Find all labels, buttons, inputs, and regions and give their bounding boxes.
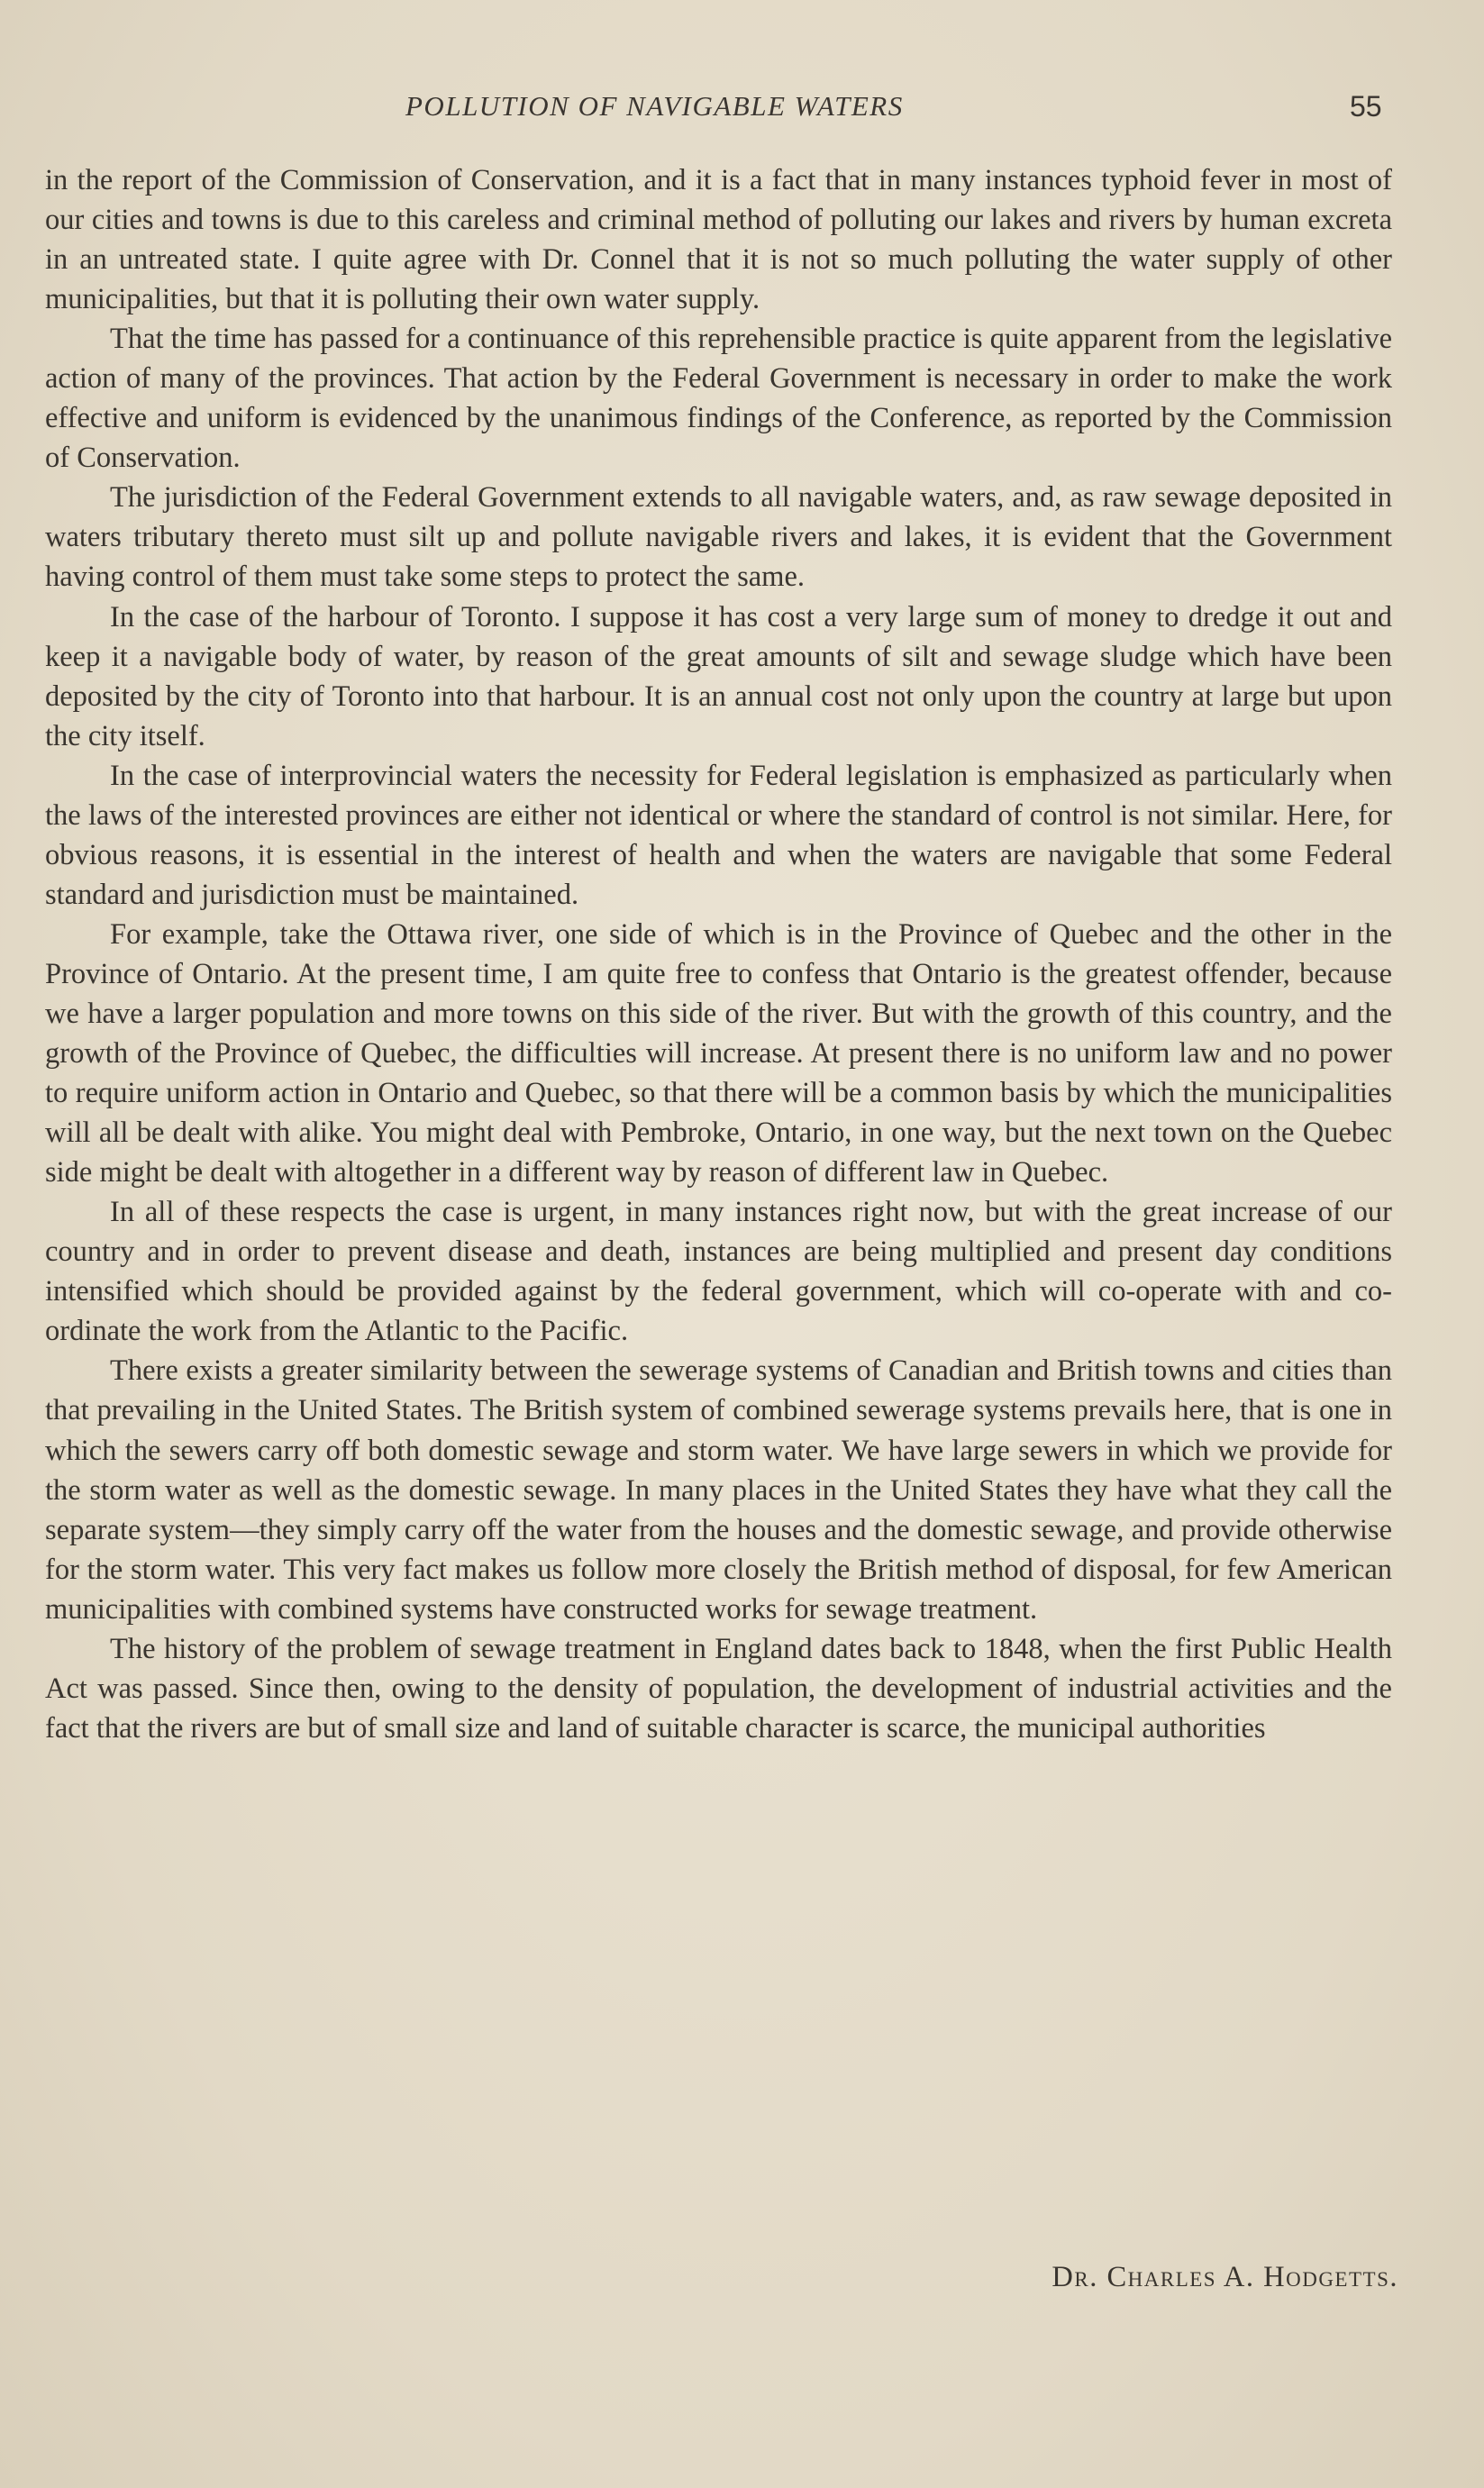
paragraph: There exists a greater similarity between the sewerage systems of Canadian and British towns and cities than that prevailing in the United States. The British system of combined sewerage systems prevails here, that is one in which the sewers carry off both domestic sewage and storm water. We have large sewers in which we provide for the storm water as well as the domestic sewage. In many places in the United States they have what they call the separate system—they simply carry off the water from the houses and the domestic sewage, and provide otherwise for the storm water. This very fact makes us follow more closely the British method of disposal, for few American municipalities with combined systems have constructed works for sewage treatment. bbox=[45, 1354, 1392, 1626]
author-signature: Dr. Charles A. Hodgetts. bbox=[1052, 2261, 1398, 2293]
paragraph: The jurisdiction of the Federal Government extends to all navigable waters, and, as raw sewage deposited in waters tributary thereto must silt up and pollute navigable rivers and lakes, it is evident that the Government having control of them must take some steps to protect the same. bbox=[45, 481, 1392, 594]
page-number: 55 bbox=[1350, 90, 1382, 123]
body-text bbox=[45, 160, 1392, 1748]
paragraph: That the time has passed for a continuance of this reprehensible practice is quite apparent from the legislative action of many of the provinces. That action by the Federal Government is necessary in order to make the work effective and uniform is evidenced by the unanimous findings of the Conference, as reported by the Commission of Conservation. bbox=[45, 323, 1392, 475]
paragraph: The history of the problem of sewage treatment in England dates back to 1848, when the first Public Health Act was passed. Since then, owing to the density of population, the development of industrial activities and the fact that the rivers are but of small size and land of suitable character is scarce, the municipal authorities bbox=[45, 1632, 1392, 1745]
paragraph: in the report of the Commission of Conservation, and it is a fact that in many instances typhoid fever in most of our cities and towns is due to this careless and criminal method of polluting our lakes and rivers by human excreta in an untreated state. I quite agree with Dr. Connel that it is not so much polluting the water supply of other municipalities, but that it is polluting their own water supply. bbox=[45, 164, 1392, 316]
paragraph: In all of these respects the case is urgent, in many instances right now, but with the great increase of our country and in order to prevent disease and death, instances are being multiplied and present day conditions intensified which should be provided against by the federal government, which will co-operate with and co-ordinate the work from the Atlantic to the Pacific. bbox=[45, 1196, 1392, 1348]
paragraph: For example, take the Ottawa river, one side of which is in the Province of Quebec and the other in the Province of Ontario. At the present time, I am quite free to confess that Ontario is the greatest offender, because we have a larger population and more towns on this side of the river. But with the growth of this country, and the growth of the Province of Quebec, the difficulties will increase. At present there is no uniform law and no power to require uniform action in Ontario and Quebec, so that there will be a common basis by which the municipalities will all be dealt with alike. You might deal with Pembroke, Ontario, in one way, but the next town on the Quebec side might be dealt with altogether in a different way by reason of different law in Quebec. bbox=[45, 917, 1392, 1189]
paragraph: In the case of interprovincial waters the necessity for Federal legislation is emphasized as particularly when the laws of the interested provinces are either not identical or where the standard of control is not similar. Here, for obvious reasons, it is essential in the interest of health and when the waters are navigable that some Federal standard and jurisdiction must be maintained. bbox=[45, 759, 1392, 911]
running-header bbox=[0, 90, 1484, 135]
paragraph: In the case of the harbour of Toronto. I suppose it has cost a very large sum of money to dredge it out and keep it a navigable body of water, by reason of the great amounts of silt and sewage sludge which have been deposited by the city of Toronto into that harbour. It is an annual cost not only upon the country at large but upon the city itself. bbox=[45, 600, 1392, 752]
running-header-title: POLLUTION OF NAVIGABLE WATERS bbox=[405, 90, 904, 122]
